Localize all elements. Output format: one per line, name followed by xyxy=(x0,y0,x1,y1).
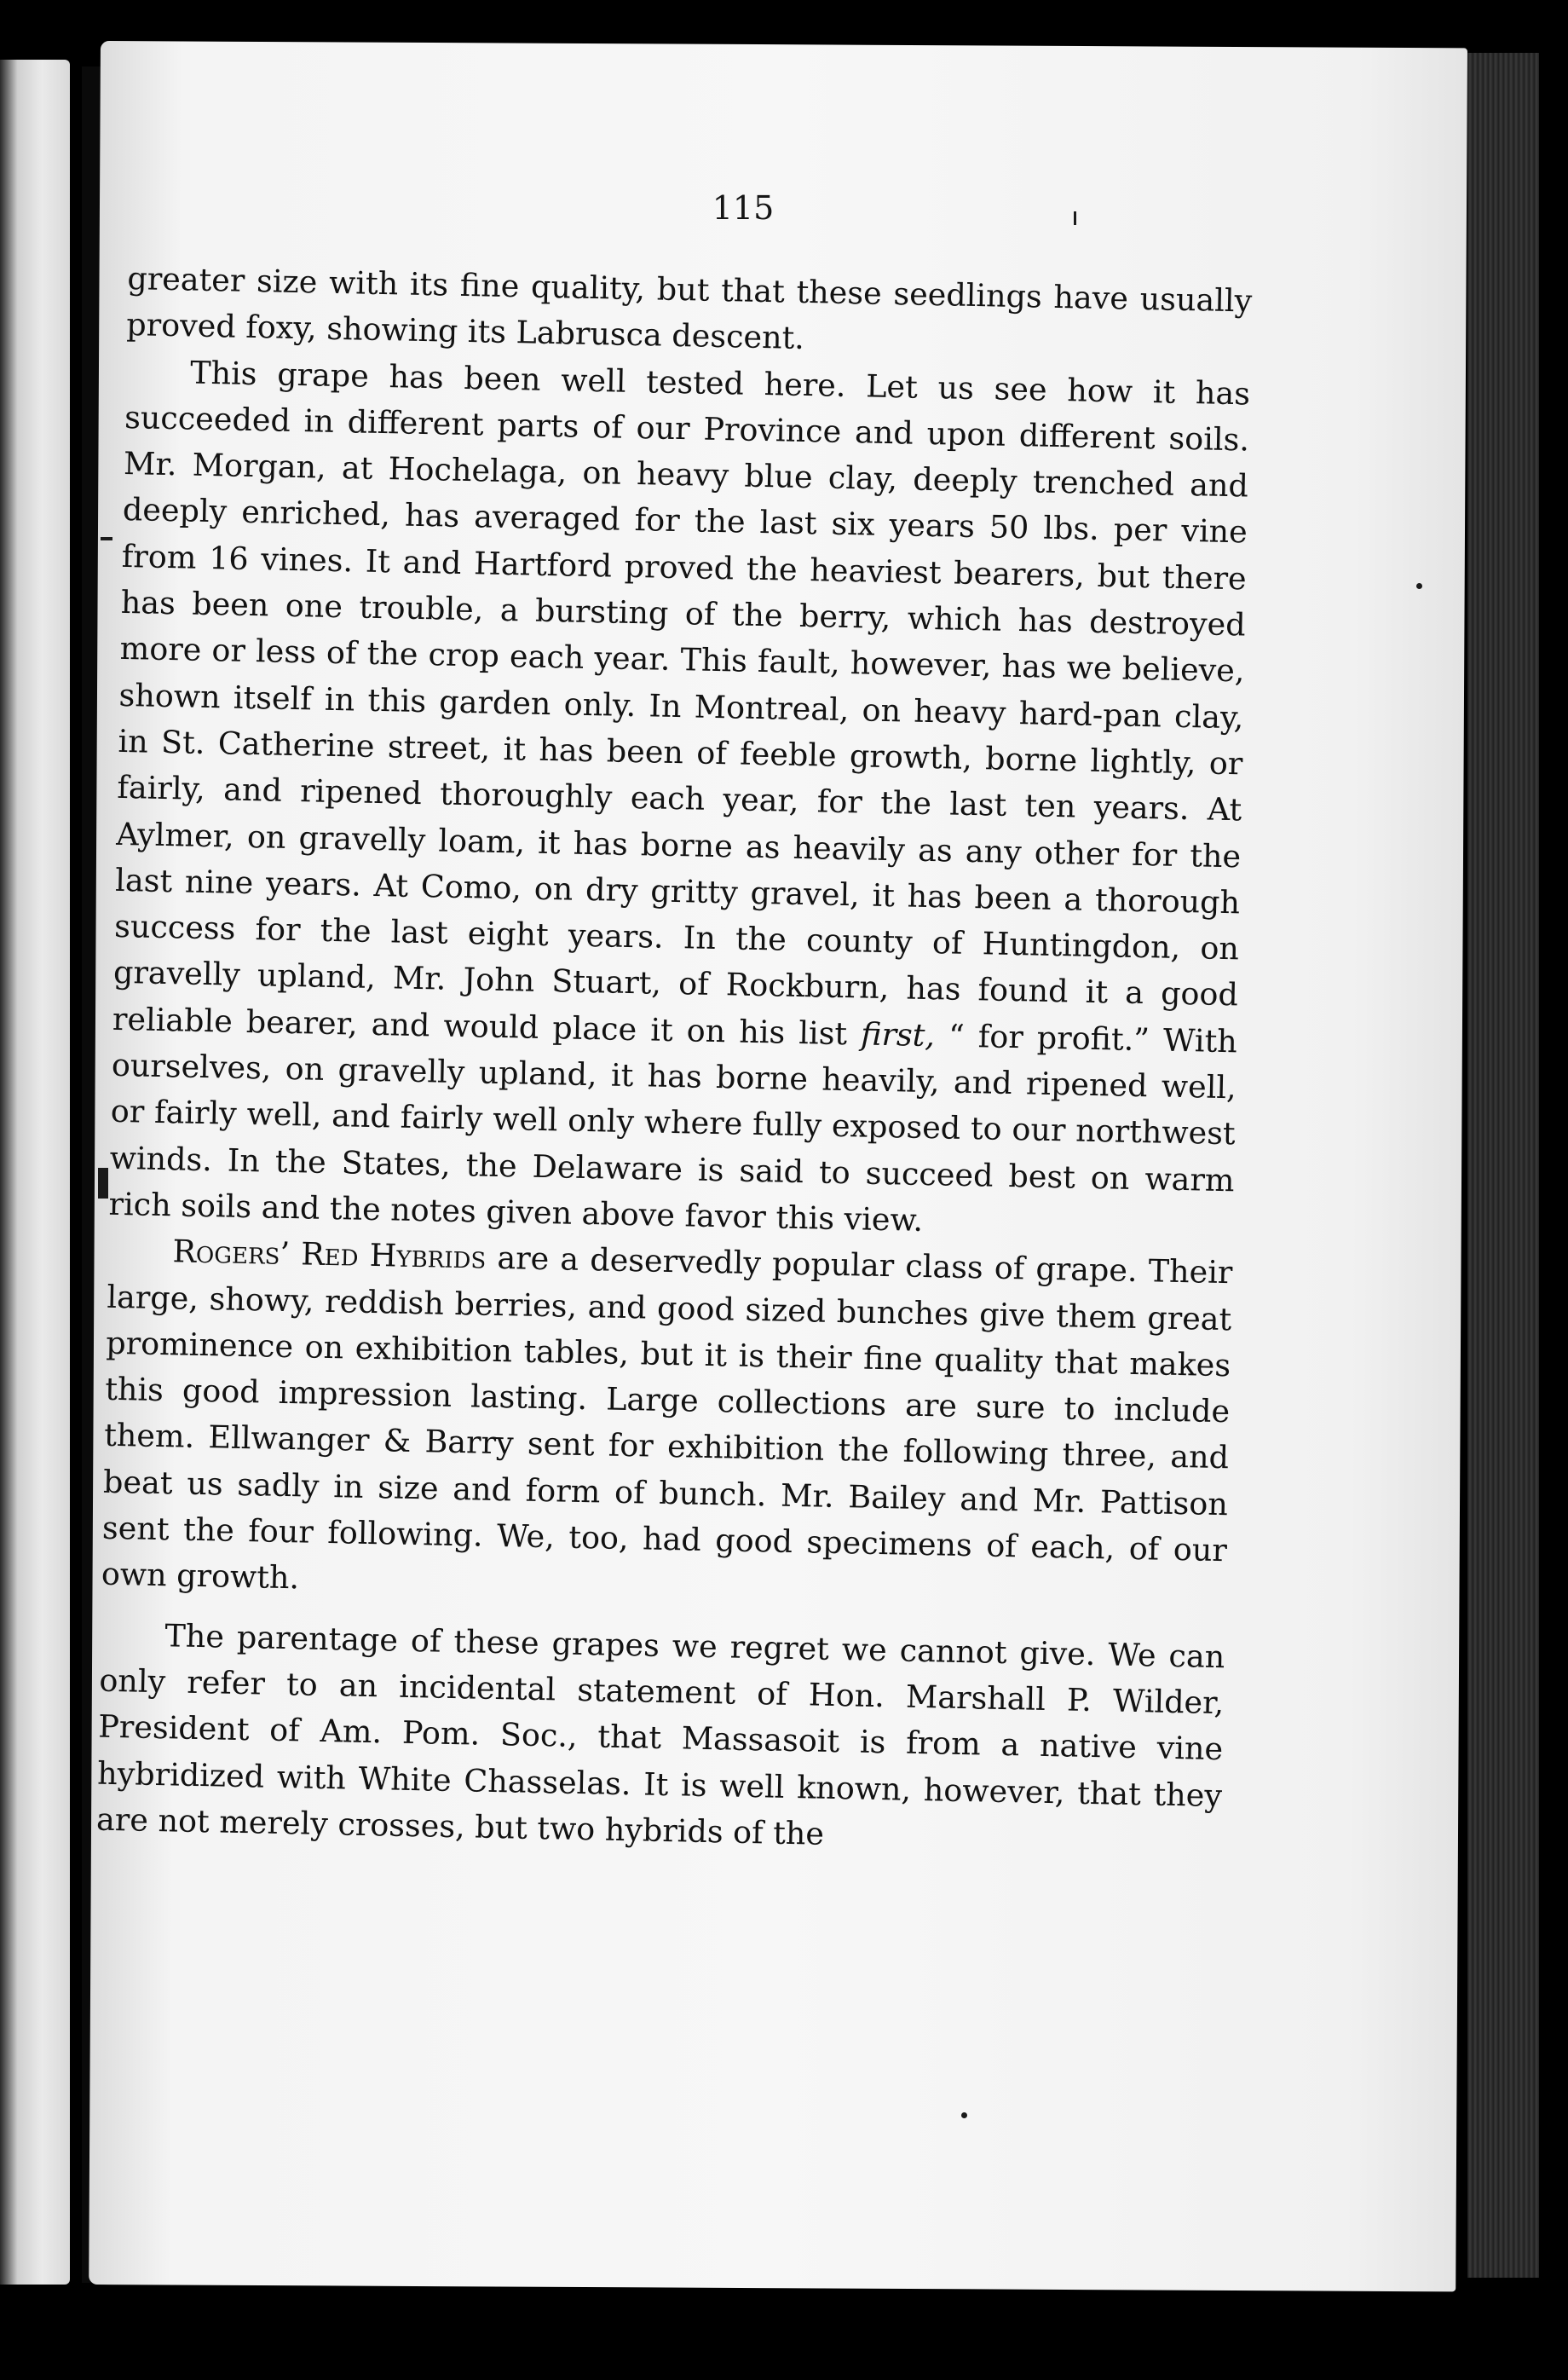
paragraph-rogers-hybrids xyxy=(101,1228,1232,1620)
scan-speck xyxy=(961,2112,967,2118)
paragraph-continuation: greater size with its fine quality, but that these seedlings have usually proved foxy, showing its Labrusca descent. xyxy=(125,259,1253,357)
scan-mark xyxy=(98,1168,108,1199)
page-stack-edge xyxy=(1467,53,1539,2278)
scan-mark xyxy=(1074,211,1076,225)
paragraph-rogers-text: are a deservedly popular class of grape. Their large, showy, reddish berries, and good sized bunches give them great prominence on exhibition tables, but it is their fine quality that makes this good impression lasting. Large collections are sure to include them. Ellwanger & Barry sent for exhibition the following three, and beat us sadly in size and form of bunch. Mr. Bailey and Mr. Pattison sent the four following. We, too, had good specimens of each, of our own growth. xyxy=(101,1239,1233,1597)
rogers-red-hybrids-heading: Rogers’ Red Hybrids xyxy=(172,1233,487,1276)
facing-page-edge xyxy=(0,60,70,2285)
scan-mark xyxy=(101,537,112,540)
paragraph-delaware-text: This grape has been well tested here. Let us see how it has succeeded in different parts of our Province and upon different soils. Mr. Morgan, at Hochelaga, on heavy blue clay, deeply trenched and deeply enriched, has averaged for the last six years 50 lbs. per vine from 16 vines. It and Hartford proved the heaviest bearers, but there has been one trouble, a bursting of the berry, which has destroyed more or less of the crop each year. This fault, however, has we believe, shown itself in this garden only. In Montreal, on heavy hard-pan clay, in St. Catherine street, it has been of feeble growth, borne lightly, or fairly, and ripened thoroughly each year, for the last ten years. At Aylmer, on gravelly loam, it has borne as heavily as any other for the last nine years. At Como, on dry gritty gravel, it has been a thorough success for the last eight years. In the county of Huntingdon, on gravelly upland, Mr. John Stuart, of Rockburn, has found it a good reliable bearer, and would place it on his list xyxy=(112,354,1251,1052)
paragraph-delaware xyxy=(108,349,1250,1251)
scan-speck xyxy=(1416,583,1422,589)
page-body xyxy=(96,256,1253,1865)
page-number: 115 xyxy=(712,189,775,227)
italic-first: first, xyxy=(860,1015,936,1054)
paragraph-delaware-end: “ for profit.” With ourselves, on gravelly upland, it has borne heavily, and ripened well, or fairly well, and fairly well only where fully exposed to our northwest winds. In the States, the Delaware is said to succeed best on warm rich soils and the notes given above favor this view. xyxy=(108,1016,1238,1239)
paragraph-parentage: The parentage of these grapes we regret we cannot give. We can only refer to an incidental statement of Hon. Marshall P. Wilder, President of Am. Pom. Soc., that Massasoit is from a native vine hybridized with White Chasselas. It is well known, however, that they are not merely crosses, but two hybrids of the xyxy=(95,1616,1225,1852)
